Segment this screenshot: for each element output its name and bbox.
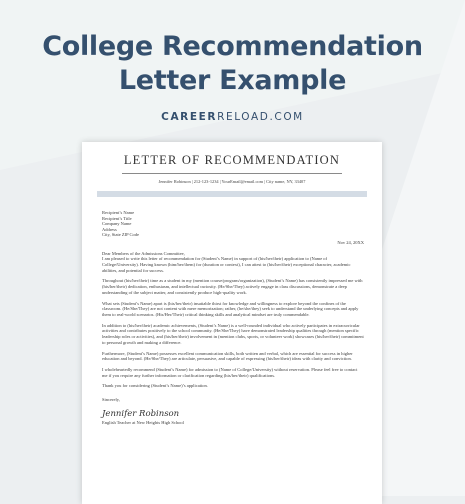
contact-line: Jennifer Robinson | 212-123-1234 | YourEmail@email.com | City name, NY, 33407 bbox=[158, 179, 306, 184]
letter-paragraph: In addition to (his/her/their) academic achievements, (Student’s Name) is a well-rounded individual who actively participates in extracurricular activities and contributes positively to the school community. (He/She/They) have demonstrated leadership qualities through (mention specific leadership roles or activities), and (his/her/their) involvement in (mention clubs, sports, or volunteer work) showcases (his/her/their) commitment to personal growth and making a difference. bbox=[102, 322, 364, 345]
page-title-line: College Recommendation bbox=[42, 31, 423, 62]
recipient-block bbox=[102, 210, 364, 238]
letter-date: Nov 24, 20XX bbox=[337, 239, 364, 245]
divider bbox=[122, 173, 342, 174]
letter-paragraph: I am pleased to write this letter of recommendation for (Student’s Name) in support of (his/her/their) application to (Name of College/University). Having known (him/her/them) for (duration or context), I can attest to (his/her/their) exceptional character, academic abilities, and potential for success. bbox=[102, 256, 351, 273]
signer-title: English Teacher at New Heights High School bbox=[102, 419, 184, 425]
letter-title: LETTER OF RECOMMENDATION bbox=[123, 153, 341, 167]
salutation: Dear Members of the Admissions Committee, bbox=[102, 250, 185, 256]
letter-body bbox=[102, 210, 364, 425]
page-title bbox=[0, 30, 465, 98]
recipient-line: Address bbox=[102, 226, 117, 232]
header-band bbox=[97, 191, 367, 197]
recipient-line: City, State ZIP Code bbox=[102, 232, 140, 238]
recipient-line: Recipient’s Name bbox=[102, 210, 135, 215]
closing: Sincerely, bbox=[102, 397, 120, 403]
signature: Jennifer Robinson bbox=[102, 408, 180, 419]
site-name-rest: RELOAD.COM bbox=[217, 111, 304, 123]
site-name-bold: CAREER bbox=[161, 111, 218, 123]
letter-document bbox=[82, 142, 382, 504]
page-title-line: Letter Example bbox=[118, 65, 347, 96]
site-name[interactable] bbox=[0, 111, 465, 123]
letter-paragraph: I wholeheartedly recommend (Student’s Name) for admission to (Name of College/University) without reservation. Please feel free to contact me if you require any further information or clarification regarding (his/her/their) qualifications. bbox=[102, 366, 358, 378]
letter-paragraph: Throughout (his/her/their) time as a student in my (mention course/program/organization), (Student’s Name) has consistently impressed me with (his/her/their) dedication, enthusiasm, and intellectual curiosity. (He/She/They) actively engage in class discussions, demonstrate a deep understanding of the subject matter, and consistently produce high-quality work. bbox=[102, 278, 363, 295]
letter-paragraph: Thank you for considering (Student’s Name)’s application. bbox=[102, 383, 208, 389]
recipient-line: Recipient’s Title bbox=[102, 215, 132, 221]
letter-paragraph: What sets (Student’s Name) apart is (his/her/their) insatiable thirst for knowledge and willingness to explore beyond the confines of the classroom. (He/She/They) are not content with mere memorization; rather, (he/she/they) seek to understand the underlying concepts and apply them to real-world scenarios. (His/Her/Their) critical thinking skills and analytical mindset are truly commendable. bbox=[102, 300, 359, 317]
recipient-line: Company Name bbox=[102, 221, 132, 227]
letter-paragraph: Furthermore, (Student’s Name) possesses excellent communication skills, both written and verbal, which are essential for success in higher education and beyond. (He/She/They) are articulate, persuasive, and capable of expressing (his/her/their) ideas with clarity and conviction. bbox=[102, 350, 353, 362]
